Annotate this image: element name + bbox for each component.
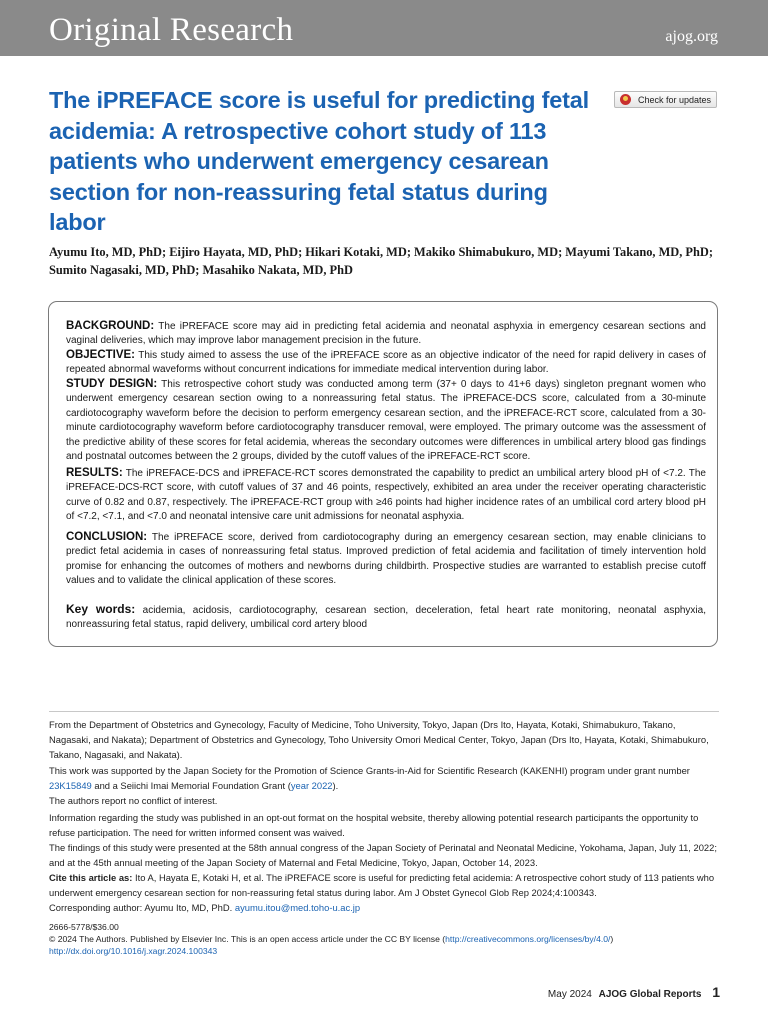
results-label: RESULTS: [66,467,123,479]
footer-journal: AJOG Global Reports [598,989,702,1000]
abstract-keywords [66,602,706,633]
journal-site-link[interactable]: ajog.org [665,28,718,45]
license-note [49,933,719,946]
funding-text: This work was supported by the Japan Society for the Promotion of Science Grants-in-Aid for Scientific Research (KAKENHI) program under grant number [49,765,690,776]
doi-link[interactable]: http://dx.doi.org/10.1016/j.xagr.2024.100343 [49,946,218,956]
article-footnotes [49,711,719,956]
footer-date: May 2024 [547,989,592,1000]
optout-note: Information regarding the study was published in an opt-out format on the hospital website, thereby allowing potential research participants the opportunity to refuse participation. The need for written informed consent was waived. [49,812,699,838]
objective-label: OBJECTIVE: [66,349,136,361]
abstract-results [66,466,706,525]
conflict-note: The authors report no conflict of interest. [49,795,218,806]
citation-note [49,870,719,900]
corresponding-email-link[interactable]: ayumu.itou@med.toho-u.ac.jp [234,902,361,913]
funding-text-mid: and a Seiichi Imai Memorial Foundation Grant ( [91,780,291,791]
results-text: The iPREFACE-DCS and iPREFACE-RCT scores demonstrated the capability to predict an umbilical artery blood pH of <7.2. The iPREFACE-DCS-RCT score, with cutoff values of 37 and 46 points, respectively, exhibited an area under the receiver operating characteristic curve of 0.82 and 0.87, respectively. The iPREFACE-RCT group with ≥46 points had higher incidence rates of an umbilical cord artery blood pH of <7.2, <7.1, and <7.0 and neonatal intensive care unit admissions for neonatal asphyxia. [66,468,706,523]
keywords-label: Key words: [66,602,136,616]
background-label: BACKGROUND: [66,320,155,332]
corresponding-author-note [49,900,719,915]
grant-number-link[interactable]: 23K15849 [49,780,92,791]
grant-year-link[interactable]: year 2022 [290,780,333,791]
cite-text: Ito A, Hayata E, Kotaki H, et al. The iPREFACE score is useful for predicting fetal acidemia: A retrospective cohort study of 113 patients who underwent emergency cesarean section for non-reassuring fetal status during labor. Am J Obstet Gynecol Glob Rep 2024;4:100343. [49,872,715,898]
section-title: Original Research [49,12,294,48]
abstract-background [66,319,706,349]
crossmark-icon [620,94,631,105]
conclusion-label: CONCLUSION: [66,531,148,543]
page-number: 1 [712,984,720,1000]
corresponding-text: Corresponding author: Ayumu Ito, MD, PhD. [49,902,235,913]
check-for-updates-label: Check for updates [638,94,712,105]
check-for-updates-button[interactable] [614,91,717,108]
cite-label: Cite this article as: [49,872,133,883]
page-footer [548,984,720,1000]
abstract-box [48,301,718,647]
presentation-note: The findings of this study were presented at the 58th annual congress of the Japan Society of Perinatal and Neonatal Medicine, Yokohama, Japan, July 11, 2022; and at the 45th annual meeting of the Japan Society of Maternal and Fetal Medicine, Tokyo, Japan, October 14, 2023. [49,842,717,868]
license-text: © 2024 The Authors. Published by Elsevier Inc. This is an open access article under the CC BY license ( [49,934,446,944]
license-text-end: ) [610,934,614,944]
author-list: Ayumu Ito, MD, PhD; Eijiro Hayata, MD, PhD; Hikari Kotaki, MD; Makiko Shimabukuro, MD; Mayumi Takano, MD, PhD; Sumito Nagasaki, MD, PhD; Masahiko Nakata, MD, PhD [49,245,713,277]
funding-text-end: ). [332,780,339,791]
abstract-study-design [66,377,706,464]
article-title: The iPREFACE score is useful for predicting fetal acidemia: A retrospective cohort study of 113 patients who underwent emergency cesarean section for non-reassuring fetal status during labor [49,87,589,235]
keywords-text: acidemia, acidosis, cardiotocography, cesarean section, deceleration, fetal heart rate monitoring, neonatal asphyxia, nonreassuring fetal status, rapid delivery, umbilical cord artery blood [66,605,706,631]
license-url-link[interactable]: http://creativecommons.org/licenses/by/4.0/ [445,934,611,944]
affiliation-note: From the Department of Obstetrics and Gynecology, Faculty of Medicine, Toho University, Tokyo, Japan (Drs Ito, Hayata, Kotaki, Shimabukuro, Takano, Nagasaki, and Nakata); Department of Obstetrics and Gynecology, Toho University Omori Medical Center, Tokyo, Japan (Drs Ito, Hayata, Kotaki, Shimabukuro, Takano, Nagasaki, and Nakata). [49,719,709,760]
abstract-conclusion [66,530,706,589]
issn-price: 2666-5778/$36.00 [49,922,119,932]
objective-text: This study aimed to assess the use of the iPREFACE score as an objective indicator of the need for rapid delivery in cases of repeated abnormal waveforms without concurrent indications for immediate medical intervention during labor. [66,350,706,376]
conclusion-text: The iPREFACE score, derived from cardiotocography during an emergency cesarean section, may enable clinicians to predict fetal acidemia in cases of nonreassuring fetal status. Improved prediction of fetal acidemia and facilitation of timely intervention hold promise for enhancing the outcomes of mothers and newborns during childbirth. Prospective studies are warranted to establish precise cutoff values and to validate the clinical application of these scores. [66,532,706,587]
abstract-objective [66,348,706,378]
section-banner [0,0,768,56]
funding-note [49,763,719,793]
study-design-text: This retrospective cohort study was conducted among term (37+ 0 days to 41+6 days) singleton pregnant women who underwent emergency cesarean section owing to a nonreassuring fetal status. The iPREFACE-DCS score, calculated from a 30-minute cardiotocography waveform before the decision to perform emergency cesarean section, and the iPREFACE-RCT score, calculated from a 30-minute cardiotocography waveform before cardiotocography transducer removal, were employed. The primary outcome was the assessment of the predictive ability of these scores for fetal acidemia, whereas the secondary outcomes were differences in umbilical artery blood gas findings and postnatal outcomes between the 2 groups, divided by the cutoff values of the iPREFACE-RCT score. [66,379,706,463]
study-design-label: STUDY DESIGN: [66,378,158,390]
background-text: The iPREFACE score may aid in predicting fetal acidemia and neonatal asphyxia in emergency cesarean sections and vaginal deliveries, which may improve labor management precision in the future. [66,321,706,347]
